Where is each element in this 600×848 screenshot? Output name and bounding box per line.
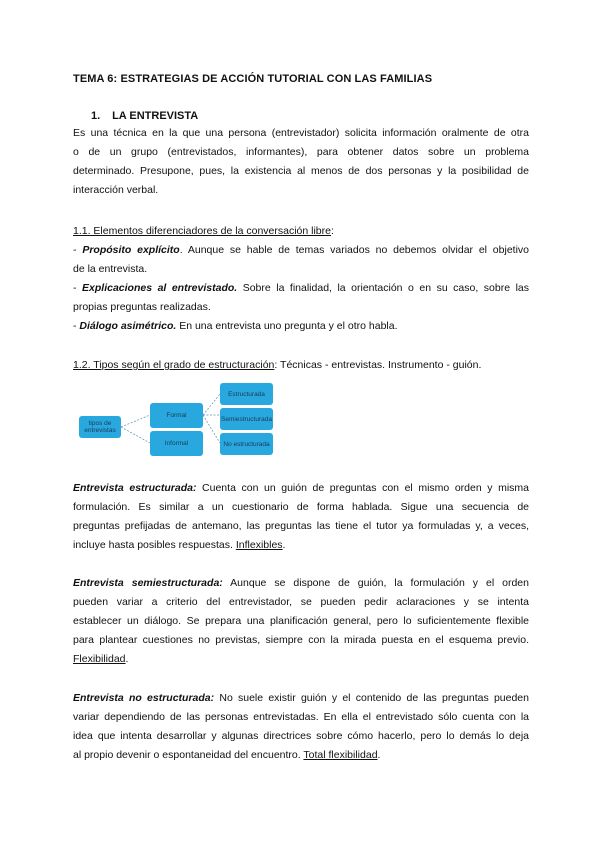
section-heading bbox=[91, 110, 198, 122]
list-text: Sobre la finalidad, la orientación o en su caso, sobre las bbox=[237, 282, 529, 294]
subsection-heading-rest: : Técnicas - entrevistas. Instrumento - guión. bbox=[274, 359, 482, 371]
paragraph-line bbox=[73, 689, 529, 708]
paragraph-line: variar dependiendo de las personas entrevistadas. En ella el entrevistado sólo cuenta con la bbox=[73, 711, 529, 723]
paragraph-line: establecer un diálogo. Se prepara una planificación general, pero lo suficientemente flexible bbox=[73, 615, 529, 627]
list-item-continuation: propias preguntas realizadas. bbox=[73, 301, 211, 313]
paragraph-line: preguntas prefijadas de antemano, las preguntas las tiene el tutor ya formuladas y, a veces, bbox=[73, 520, 529, 532]
interview-types-diagram bbox=[73, 381, 283, 473]
diagram-root-node: tipos de entrevistas bbox=[79, 416, 121, 438]
list-dash: - bbox=[73, 320, 80, 332]
list-item bbox=[73, 241, 529, 260]
document-title: TEMA 6: ESTRATEGIAS DE ACCIÓN TUTORIAL CON LAS FAMILIAS bbox=[73, 73, 433, 85]
subsection-1-1 bbox=[73, 222, 529, 336]
list-dash: - bbox=[73, 282, 83, 294]
list-text: . Aunque se hable de temas variados no debemos olvidar el objetivo bbox=[179, 244, 530, 256]
type-keyword: Flexibilidad bbox=[73, 653, 126, 665]
diagram-node-informal: Informal bbox=[150, 431, 203, 456]
paragraph-text: No suele existir guión y el contenido de las preguntas pueden bbox=[214, 692, 529, 704]
type-term: Entrevista semiestructurada: bbox=[73, 577, 223, 589]
type-paragraph-semistructured bbox=[73, 574, 529, 669]
list-term: Propósito explícito bbox=[82, 244, 180, 256]
heading-colon: : bbox=[330, 225, 334, 237]
subsection-heading-text: 1.2. Tipos según el grado de estructuración bbox=[73, 359, 275, 371]
type-keyword: Total flexibilidad bbox=[303, 749, 378, 761]
paragraph-line bbox=[73, 746, 529, 765]
paragraph-line bbox=[73, 650, 529, 669]
type-paragraph-structured bbox=[73, 479, 529, 555]
diagram-leaf-unstructured: No estructurada bbox=[220, 433, 273, 455]
paragraph-line: determinado. Presupone, pues, la existencia al menos de dos personas y la posibilidad de bbox=[73, 165, 529, 177]
paragraph-line bbox=[73, 536, 529, 555]
paragraph-line: interacción verbal. bbox=[73, 184, 159, 196]
subsection-heading bbox=[73, 356, 529, 375]
section-number: 1. bbox=[91, 110, 101, 122]
paragraph-line: idea que intenta desarrollar y algunas directrices sobre cómo hacerlo, pero lo demás lo deja bbox=[73, 730, 529, 742]
paragraph-line: Es una técnica en la que una persona (entrevistador) solicita información oralmente de otra bbox=[73, 127, 529, 139]
paragraph-line bbox=[73, 574, 529, 593]
paragraph-text: Cuenta con un guión de preguntas con el mismo orden y misma bbox=[196, 482, 529, 494]
list-item bbox=[73, 279, 529, 298]
period: . bbox=[282, 539, 286, 551]
period: . bbox=[125, 653, 129, 665]
paragraph-text: Aunque se dispone de guión, la formulación y el orden bbox=[222, 577, 529, 589]
list-item-continuation: de la entrevista. bbox=[73, 263, 148, 275]
paragraph-text: incluye hasta posibles respuestas. bbox=[73, 539, 236, 551]
connector-line bbox=[203, 415, 220, 443]
paragraph-text: al propio devenir o espontaneidad del encuentro. bbox=[73, 749, 304, 761]
connector-line bbox=[121, 415, 150, 427]
list-item bbox=[73, 317, 529, 336]
paragraph-line bbox=[73, 479, 529, 498]
diagram-leaf-structured: Estructurada bbox=[220, 383, 273, 405]
section-title: LA ENTREVISTA bbox=[112, 110, 199, 122]
diagram-node-formal: Formal bbox=[150, 403, 203, 428]
subsection-1-2 bbox=[73, 356, 529, 375]
list-text: En una entrevista uno pregunta y el otro habla. bbox=[176, 320, 398, 332]
list-term: Explicaciones al entrevistado. bbox=[82, 282, 238, 294]
type-keyword: Inflexibles bbox=[235, 539, 283, 551]
diagram-leaf-semistructured: Semiestructurada bbox=[220, 408, 273, 430]
paragraph-line: formulación. Es similar a un cuestionario de forma hablada. Sigue una secuencia de bbox=[73, 501, 529, 513]
paragraph-line: o de un grupo (entrevistados, informantes), para obtener datos sobre un problema bbox=[73, 146, 529, 158]
list-term: Diálogo asimétrico. bbox=[79, 320, 177, 332]
type-term: Entrevista no estructurada: bbox=[73, 692, 215, 704]
connector-line bbox=[203, 394, 220, 415]
subsection-heading bbox=[73, 222, 529, 241]
type-term: Entrevista estructurada: bbox=[73, 482, 197, 494]
type-paragraph-unstructured bbox=[73, 689, 529, 765]
intro-paragraph bbox=[73, 124, 529, 200]
period: . bbox=[377, 749, 381, 761]
paragraph-line: para plantear cuestiones no previstas, siempre con la mirada puesta en el esquema previo. bbox=[73, 634, 529, 646]
connector-line bbox=[121, 427, 150, 443]
list-dash: - bbox=[73, 244, 83, 256]
paragraph-line: pueden variar a criterio del entrevistador, se pueden pedir aclaraciones y se intenta bbox=[73, 596, 529, 608]
subsection-heading-text: 1.1. Elementos diferenciadores de la conversación libre bbox=[73, 225, 331, 237]
